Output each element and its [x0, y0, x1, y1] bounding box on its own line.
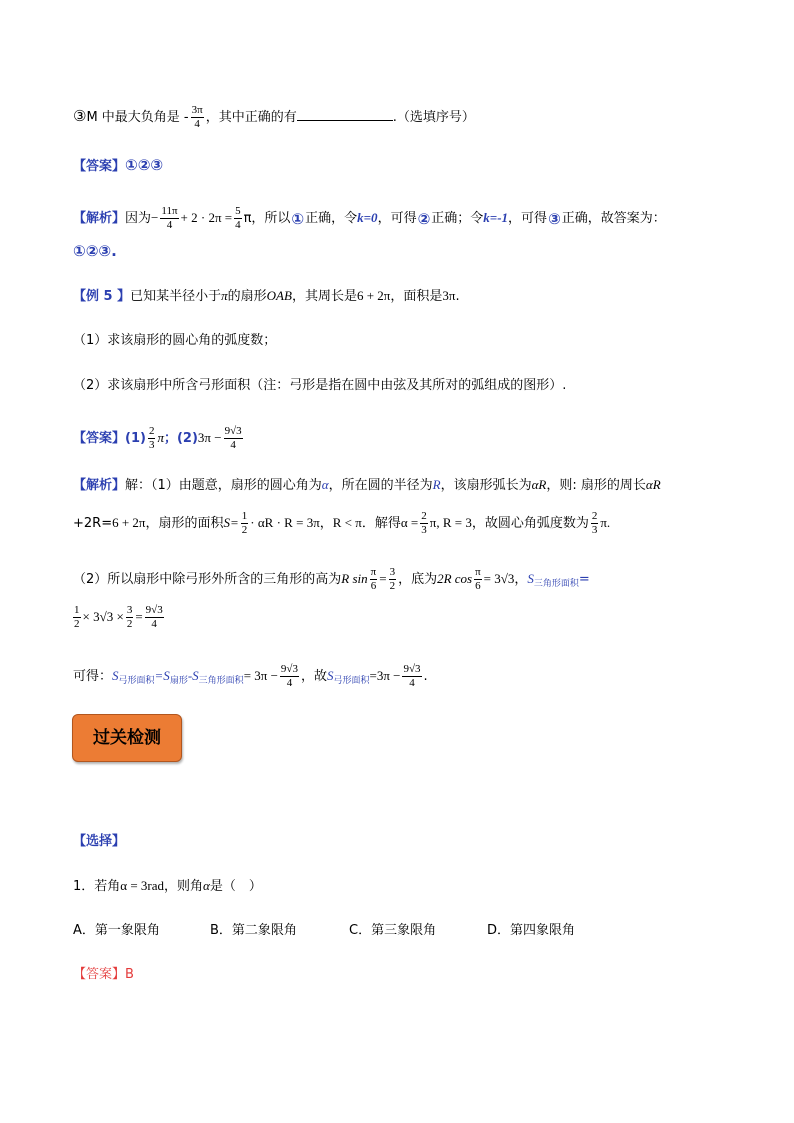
area-symbol: S [527, 571, 534, 586]
subscript: 扇形 [169, 676, 188, 686]
text: ，其周长是 [291, 289, 357, 304]
text: ，底为 [398, 572, 438, 587]
text: 正确；令 [431, 211, 484, 226]
sector-name: OAB [266, 288, 292, 303]
text: +2R= [73, 516, 113, 531]
statement-3 [73, 104, 475, 131]
option-c[interactable]: C．第三象限角 [349, 923, 437, 938]
fraction: $\frac{9√3}{4}$ [403, 663, 421, 689]
checkpoint-test-button[interactable]: 过关检测 [72, 714, 182, 762]
question-item-1 [73, 876, 262, 897]
expr: × 3√3 × [82, 609, 124, 624]
fraction: $\frac{\pi}{6}$ [475, 566, 481, 592]
area-symbol: S [326, 668, 334, 683]
expr: =3π − [369, 668, 401, 683]
expr: π. [600, 515, 611, 530]
fraction: $\frac{9√3}{4}$ [145, 604, 163, 630]
statement-3-text: M 中最大负角是 - [86, 110, 189, 125]
circled-2: ② [417, 209, 431, 228]
expr: 6 + 2π [112, 515, 146, 530]
text: ，所在圆的半径为 [328, 478, 433, 493]
alpha: α [321, 477, 329, 492]
text: 已知某半径小于 [130, 289, 222, 304]
section-header: 【选择】 [73, 834, 126, 849]
fraction: $\frac{1}{2}$ [241, 510, 248, 536]
answer-value: ①②③ [125, 156, 164, 174]
text: ，可得 [377, 211, 417, 226]
k-value: k=0 [357, 210, 378, 225]
text: ，则: 扇形的周长 [546, 478, 646, 493]
answer-2 [73, 425, 245, 452]
option-b[interactable]: B．第二象限角 [210, 923, 297, 938]
area-symbol: S= [223, 515, 239, 530]
circled-3: ③ [73, 107, 87, 125]
answer-1 [73, 155, 163, 177]
expr: π, R = 3 [429, 515, 472, 530]
fraction: $\frac{2}{3}$ [148, 425, 155, 451]
text: 解：（1）由题意，扇形的圆心角为 [125, 478, 322, 493]
text: 1．若角 [73, 879, 121, 894]
perimeter: 6 + 2π [356, 288, 391, 303]
text: ，该扇形弧长为 [440, 478, 532, 493]
arc: αR [645, 477, 661, 492]
k-value: k=-1 [483, 210, 509, 225]
question-2: （2）求该扇形中所含弓形面积（注：弓形是指在圆中由弦及其所对的弧组成的图形）. [73, 378, 567, 393]
expr: + 2 · 2π = [180, 210, 233, 225]
fraction: $\frac{2}{3}$ [591, 510, 598, 536]
fraction: $\frac{\pi}{6}$ [370, 566, 377, 592]
answer-label: 【答案】 [73, 431, 126, 446]
answer-label: 【答案】 [73, 967, 126, 982]
text: ，则角 [164, 879, 204, 894]
answer-blank [297, 108, 393, 121]
expr: =S [154, 668, 170, 683]
example-label: 【例 5 】 [73, 289, 131, 304]
alpha: α [203, 878, 210, 893]
text: 正确，令 [305, 211, 358, 226]
circled-1: ① [291, 209, 305, 228]
expr: R sin [341, 571, 368, 586]
subscript: 弓形面积 [118, 676, 155, 686]
text: ，扇形的面积 [145, 516, 224, 531]
text: π，所以 [243, 211, 291, 226]
solution-2-line2 [73, 510, 610, 537]
pi: π [157, 430, 164, 445]
text: . [423, 669, 428, 684]
area-symbol: S [112, 668, 119, 683]
fraction: $\frac{9√3}{4}$ [280, 663, 298, 689]
arc: αR [531, 477, 547, 492]
text: ， [514, 572, 528, 587]
solution-2-line1 [73, 475, 661, 496]
equals: = [578, 572, 590, 587]
solution-label: 【解析】 [73, 211, 126, 226]
fraction: $\frac{11\pi}{4}$ [161, 205, 178, 231]
text: ，面积是 [390, 289, 443, 304]
text: ，可得 [508, 211, 548, 226]
text: 是（ ） [209, 879, 262, 894]
expr: 3π − [197, 430, 222, 445]
fraction: $\frac{3}{2}$ [126, 604, 133, 630]
expr: α = [400, 515, 419, 530]
equals: = [379, 571, 387, 586]
subscript: 三角形面积 [198, 676, 244, 686]
solution-label: 【解析】 [73, 478, 126, 493]
fraction: $\frac{2}{3}$ [421, 510, 427, 536]
solution-4 [73, 663, 428, 691]
text: . [455, 289, 460, 304]
option-d[interactable]: D．第四象限角 [487, 923, 576, 938]
expr: α = 3rad [120, 878, 165, 893]
part-label: (1) [125, 431, 146, 446]
text: （2）所以扇形中除弓形外所含的三角形的高为 [73, 572, 342, 587]
example-5 [73, 286, 460, 307]
radius: R [432, 477, 441, 492]
fraction: $\frac{5}{4}$ [235, 205, 241, 231]
fraction: $\frac{3}{2}$ [389, 566, 396, 592]
solution-3-line1 [73, 566, 590, 594]
option-a[interactable]: A．第一象限角 [73, 923, 160, 938]
solution-1-final [73, 241, 117, 263]
area: 3π [442, 288, 456, 303]
answer-3 [73, 965, 134, 985]
text: 可得： [73, 669, 113, 684]
text: 因为 [125, 211, 152, 226]
final-answer: ①②③. [73, 242, 117, 260]
pi: π [221, 288, 228, 303]
fraction: $\frac{9√3}{4}$ [224, 425, 242, 451]
text: ，故圆心角弧度数为 [471, 516, 589, 531]
part-label: ；(2) [163, 431, 198, 446]
fraction: $\frac{3\pi}{4}$ [191, 104, 203, 130]
answer-value: B [125, 967, 134, 982]
subscript: 三角形面积 [533, 579, 579, 589]
fraction: $\frac{1}{2}$ [74, 604, 80, 630]
minus-sign: − [151, 210, 159, 225]
statement-3-text2: ，其中正确的有 [205, 110, 297, 125]
solution-3-line2 [73, 604, 166, 631]
text: ，故 [300, 669, 327, 684]
text: 的扇形 [227, 289, 267, 304]
text: ．解得 [361, 516, 401, 531]
expr: · αR · R = 3π，R < π [250, 515, 362, 530]
text: 正确，故答案为： [561, 211, 666, 226]
expr: = 3π − [243, 668, 278, 683]
expr: 2R cos [437, 571, 473, 586]
statement-3-text3: .（选填序号） [392, 110, 475, 125]
equals: = [135, 609, 143, 624]
circled-3: ③ [548, 209, 561, 228]
answer-label: 【答案】 [73, 159, 126, 174]
expr: -S [187, 668, 199, 683]
question-1: （1）求该扇形的圆心角的弧度数； [73, 333, 277, 348]
solution-1 [73, 205, 666, 232]
expr: = 3√3 [483, 571, 515, 586]
subscript: 弓形面积 [333, 676, 370, 686]
